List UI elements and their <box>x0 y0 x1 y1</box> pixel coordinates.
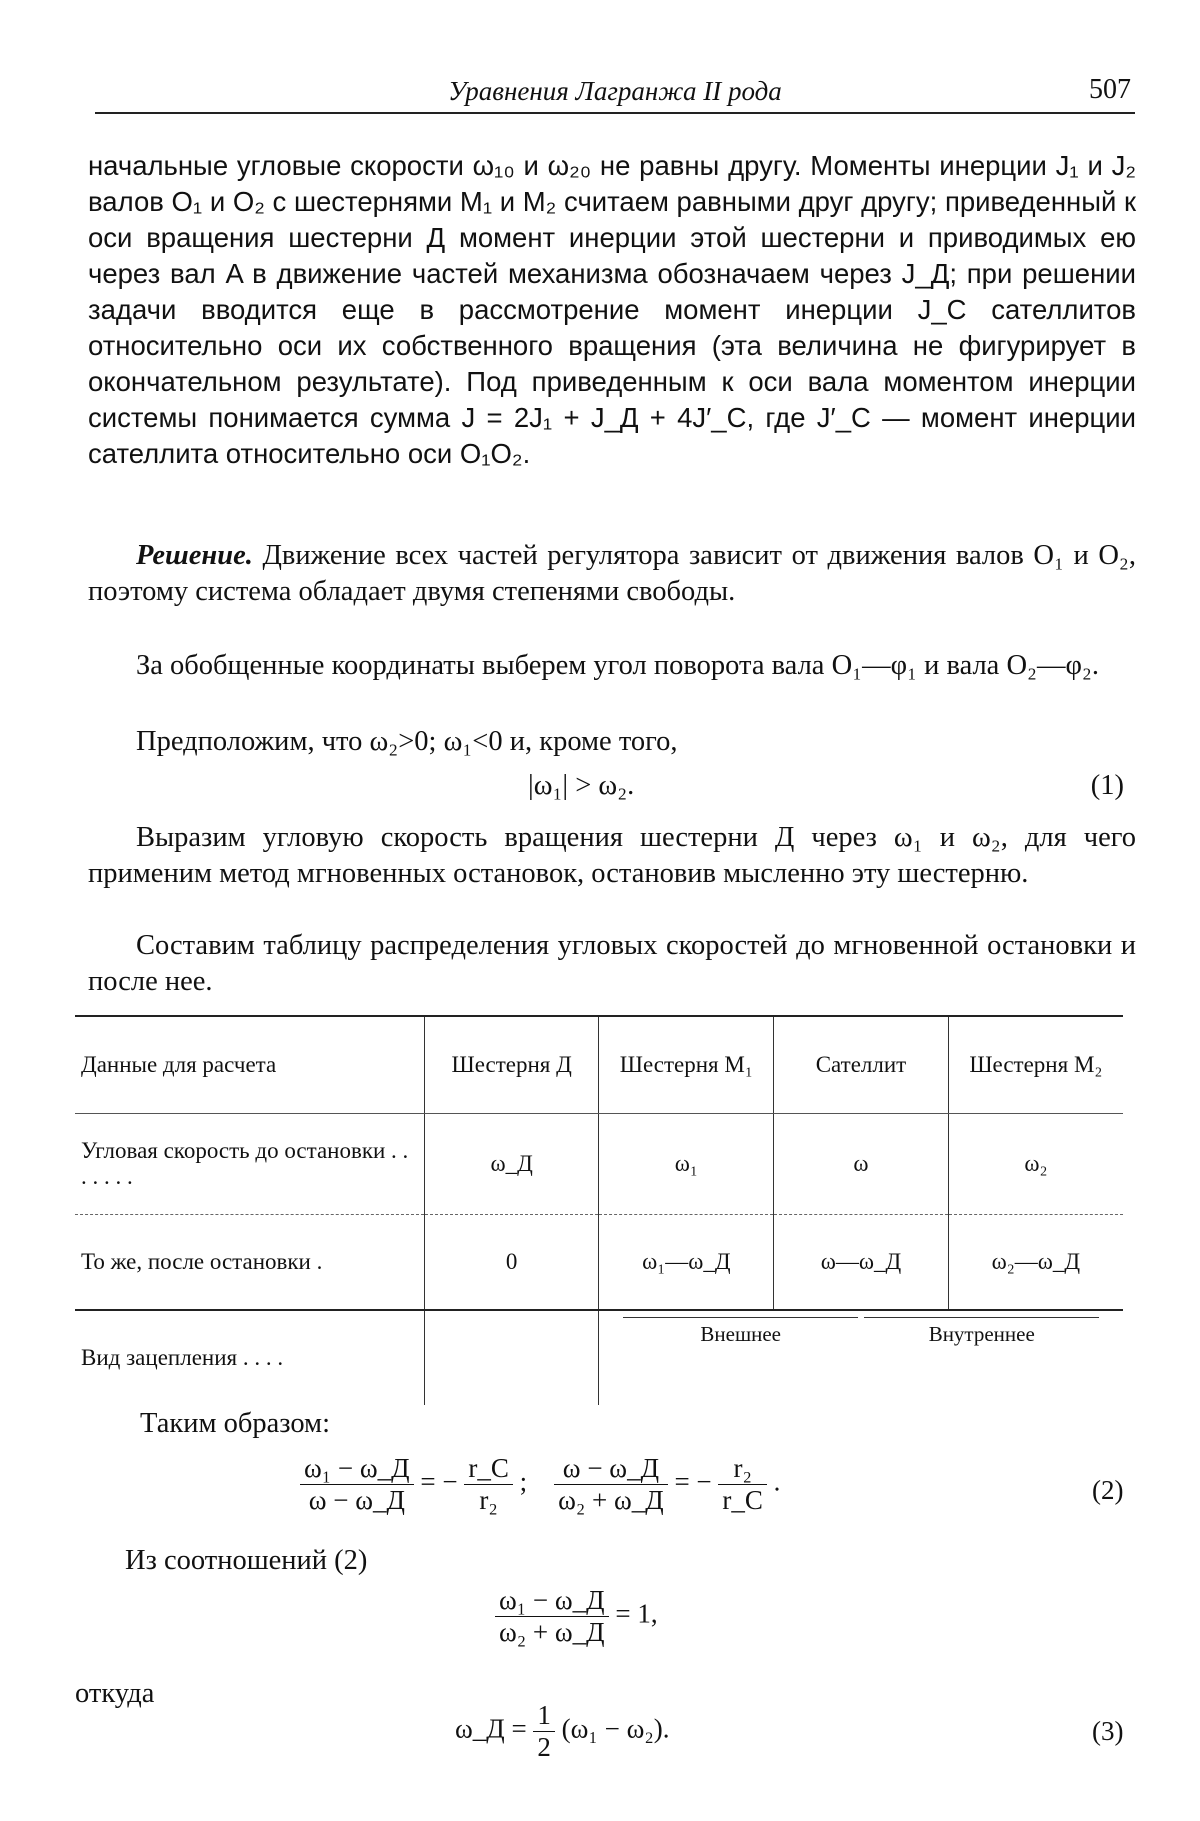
ratio-rhs: = 1, <box>615 1598 658 1629</box>
table-cell-mesh <box>599 1310 1123 1405</box>
denominator: r_C <box>722 1485 763 1515</box>
equation-3-lhs: ω_Д = <box>455 1713 527 1744</box>
table-header-cell: Шестерня M₁ <box>599 1016 774 1114</box>
table-cell: ω₂ <box>948 1114 1123 1215</box>
fraction <box>554 1453 668 1516</box>
equals-sign: = − <box>420 1466 458 1497</box>
mesh-external: Внешнее <box>623 1317 858 1347</box>
numerator: r₂ <box>718 1453 767 1485</box>
table-cell: Угловая скорость до остановки . . . . . . . <box>75 1114 424 1215</box>
table-header-row <box>75 1016 1123 1114</box>
table-cell: ω <box>774 1114 949 1215</box>
numerator: ω₁ − ω_Д <box>495 1585 609 1617</box>
equation-ratio <box>495 1585 658 1648</box>
fraction <box>464 1453 513 1516</box>
denominator: ω₂ + ω_Д <box>499 1617 605 1647</box>
running-title: Уравнения Лагранжа II рода <box>448 76 782 106</box>
solution-text: Движение всех частей регулятора зависит от движения валов O₁ и O₂, поэтому система обладает двумя степенями свободы. <box>88 540 1136 607</box>
numerator: ω₁ − ω_Д <box>300 1453 414 1485</box>
paragraph-solution <box>88 538 1136 610</box>
paragraph-whence: откуда <box>75 1678 155 1709</box>
paragraph-table-intro: Составим таблицу распределения угловых скоростей до мгновенной остановки и после нее. <box>88 930 1136 997</box>
equals-sign: = − <box>674 1466 712 1497</box>
fraction <box>300 1453 414 1516</box>
page-number: 507 <box>1089 74 1131 105</box>
equation-2: $\frac{\text{ω₁ − ω\_Д}}{\omega - \omega\_Д}$ = − $\frac{r\_C}{\text{r₂}}$ ; $\frac{\omega - \omega\_Д}{\text{ω₂ + ω\_Д}}$ = − $\frac{\text{r₂}}{r\_C}$ . <box>300 1453 780 1516</box>
fraction <box>495 1585 609 1648</box>
paragraph-from-relations: Из соотношений (2) <box>125 1545 368 1576</box>
numerator: ω − ω_Д <box>554 1453 668 1485</box>
paragraph-method: Выразим угловую скорость вращения шестерни Д через ω₁ и ω₂, для чего применим метод мгновенных остановок, остановив мысленно эту шестерню. <box>88 822 1136 889</box>
table-cell: ω_Д <box>424 1114 599 1215</box>
table-row <box>75 1310 1123 1405</box>
paragraph-assumption: Предположим, что ω₂>0; ω₁<0 и, кроме того, <box>136 726 678 757</box>
table-cell <box>424 1310 599 1405</box>
equation-3-number: (3) <box>1092 1716 1124 1746</box>
denominator: 2 <box>537 1732 551 1762</box>
denominator: ω − ω_Д <box>308 1485 405 1515</box>
denominator: r₂ <box>479 1485 498 1515</box>
equation-3-rhs: (ω₁ − ω₂). <box>561 1713 670 1744</box>
fraction <box>533 1700 555 1763</box>
table-row <box>75 1215 1123 1311</box>
paragraph-thus: Таким образом: <box>140 1408 331 1439</box>
solution-heading: Решение. <box>136 540 253 571</box>
table-row <box>75 1114 1123 1215</box>
numerator: 1 <box>533 1700 555 1732</box>
equation-2-number: (2) <box>1092 1475 1124 1505</box>
table-cell: ω₂—ω_Д <box>948 1215 1123 1311</box>
table-header-cell: Шестерня M₂ <box>948 1016 1123 1114</box>
table-header-cell: Шестерня Д <box>424 1016 599 1114</box>
table-header-cell: Сателлит <box>774 1016 949 1114</box>
mesh-internal: Внутреннее <box>864 1317 1099 1347</box>
numerator: r_C <box>464 1453 513 1485</box>
page-header <box>95 68 1135 114</box>
table-cell: ω₁—ω_Д <box>599 1215 774 1311</box>
denominator: ω₂ + ω_Д <box>558 1485 664 1515</box>
table-header-cell: Данные для расчета <box>75 1016 424 1114</box>
paragraph-coordinates: За обобщенные координаты выберем угол поворота вала O₁—φ₁ и вала O₂—φ₂. <box>136 650 1099 681</box>
paragraph-intro: начальные угловые скорости ω₁₀ и ω₂₀ не равны другу. Моменты инерции J₁ и J₂ валов O₁ и O₂ с шестернями M₁ и M₂ считаем равными друг другу; приведенный к оси вращения шестерни Д момент инерции этой шестерни и приводимых ею через вал A в движение частей механизма обозначаем через J_Д; при решении задачи вводится еще в рассмотрение момент инерции J_C сателлитов относительно оси их собственного вращения (эта величина не фигурирует в окончательном результате). Под приведенным к оси вала моментом инерции системы понимается сумма J = 2J₁ + J_Д + 4J′_C, где J′_C — момент инерции сателлита относительно оси O₁O₂. <box>88 150 1136 469</box>
table-cell: Вид зацепления . . . . <box>81 1345 284 1370</box>
equation-1-number: (1) <box>1090 770 1124 801</box>
equation-3 <box>455 1700 670 1763</box>
table-cell: ω₁ <box>599 1114 774 1215</box>
table-cell: 0 <box>424 1215 599 1311</box>
table-cell: ω—ω_Д <box>774 1215 949 1311</box>
fraction <box>718 1453 767 1516</box>
velocity-distribution-table <box>75 1015 1123 1405</box>
equation-1-expression: |ω₁| > ω₂. <box>528 770 635 801</box>
table-cell: То же, после остановки . <box>75 1215 424 1311</box>
